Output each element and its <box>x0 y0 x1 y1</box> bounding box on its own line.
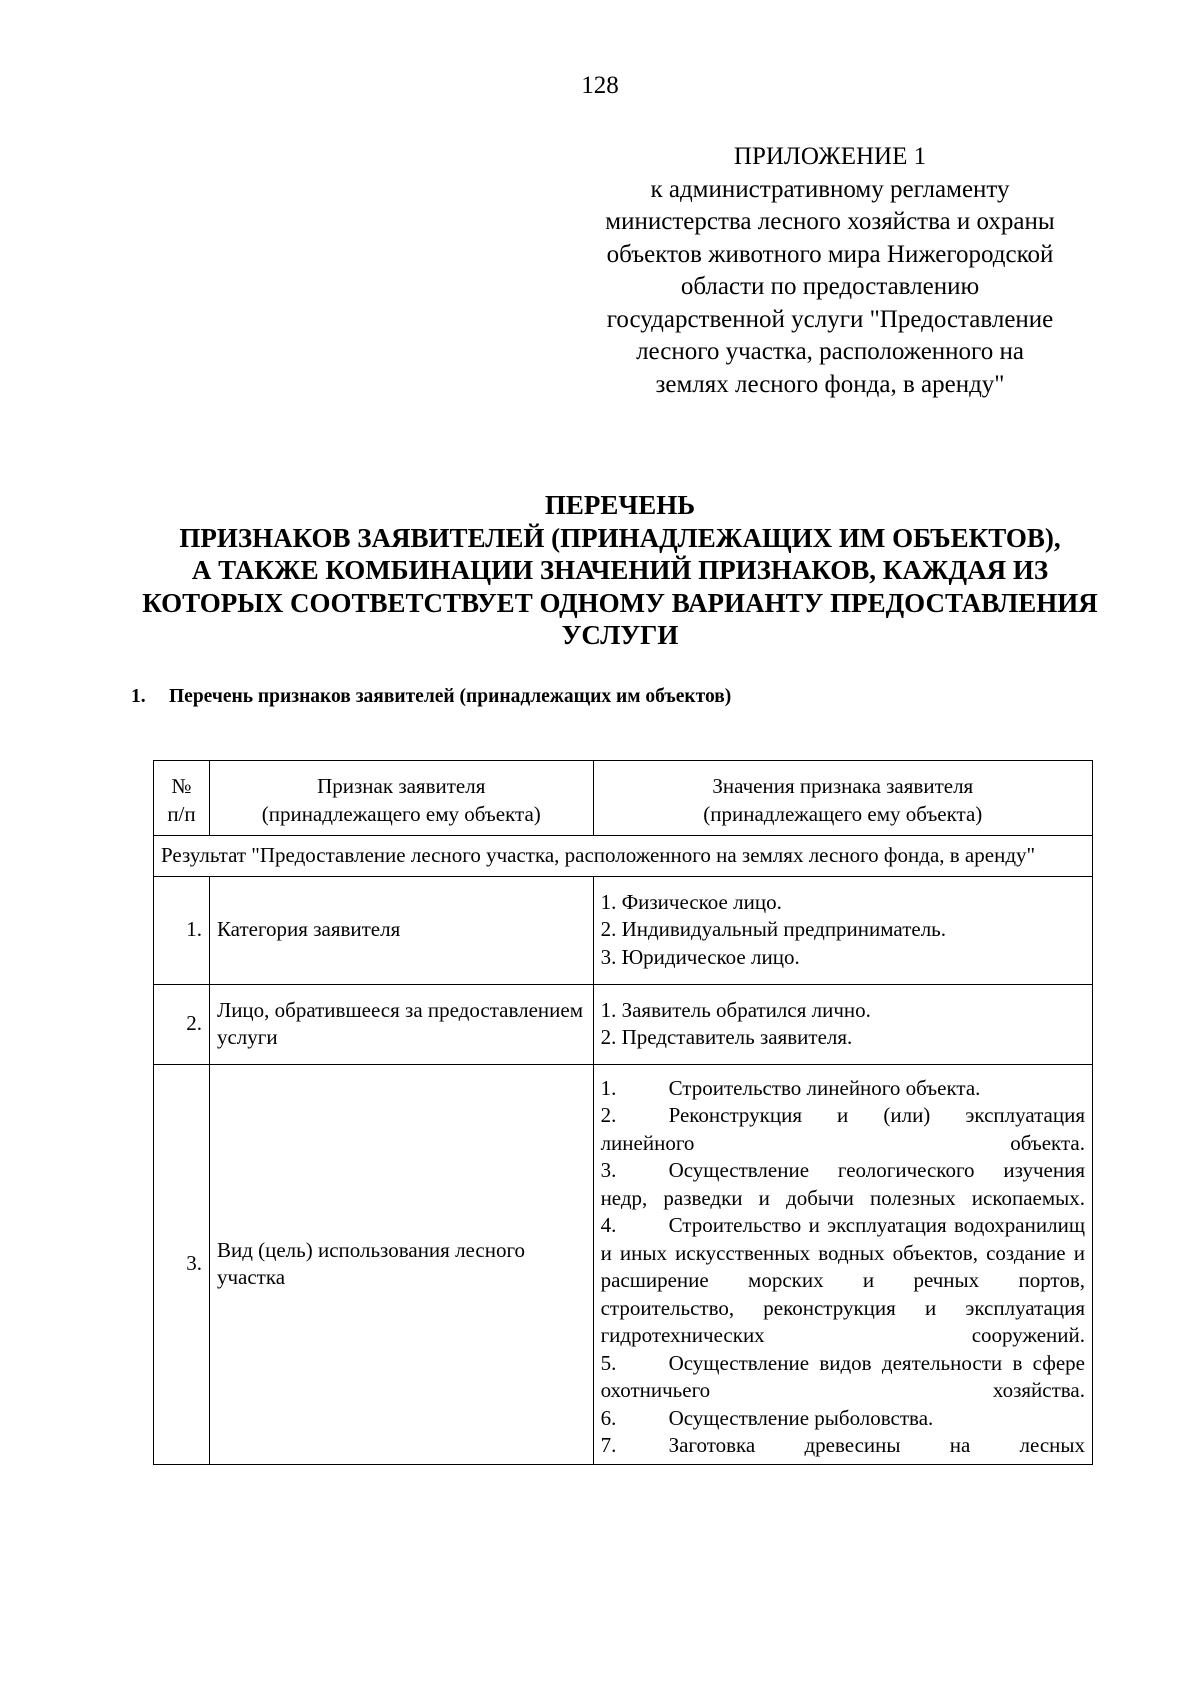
row-number: 3. <box>154 1064 210 1464</box>
row-number: 2. <box>154 984 210 1064</box>
result-row <box>154 836 1093 877</box>
list-item: 7. Заготовка древесины на лесных <box>600 1433 1085 1457</box>
document-title <box>105 489 1135 652</box>
row-values: 1. Физическое лицо. 2. Индивидуальный предприниматель. 3. Юридическое лицо. <box>593 876 1092 984</box>
list-item: 6. Осуществление рыболовства. <box>600 1405 934 1430</box>
title-line: КОТОРЫХ СООТВЕТСТВУЕТ ОДНОМУ ВАРИАНТУ ПРЕДОСТАВЛЕНИЯ <box>142 587 1098 618</box>
appendix-line: к административному регламенту <box>650 175 1010 203</box>
appendix-line: государственной услуги "Предоставление <box>606 305 1054 333</box>
appendix-line: объектов животного мира Нижегородской <box>606 240 1054 268</box>
row-number: 1. <box>154 876 210 984</box>
appendix-line: лесного участка, расположенного на <box>636 338 1024 365</box>
table-header-row <box>154 761 1093 836</box>
title-line: А ТАКЖЕ КОМБИНАЦИИ ЗНАЧЕНИЙ ПРИЗНАКОВ, КАЖДАЯ ИЗ <box>191 555 1049 585</box>
appendix-line: землях лесного фонда, в аренду" <box>655 370 1005 398</box>
header-num: № п/п <box>154 761 210 836</box>
list-item: 4. Строительство и эксплуатация водохранилищ и иных искусственных водных объектов, создание и расширение морских и речных портов, строительство, реконструкция и эксплуатация гидротехнических сооружений. <box>600 1213 1085 1347</box>
appendix-block <box>595 141 1065 401</box>
list-item: 5. Осуществление видов деятельности в сфере охотничьего хозяйства. <box>600 1350 1085 1402</box>
section-text: Перечень признаков заявителей (принадлежащих им объектов) <box>169 686 732 707</box>
title-line: ПРИЗНАКОВ ЗАЯВИТЕЛЕЙ (ПРИНАДЛЕЖАЩИХ ИМ ОБЪЕКТОВ), <box>179 522 1061 553</box>
title-line: ПЕРЕЧЕНЬ <box>544 490 696 520</box>
result-cell: Результат "Предоставление лесного участка, расположенного на землях лесного фонда, в аренду" <box>154 836 1093 877</box>
title-line: УСЛУГИ <box>561 620 679 650</box>
appendix-line: министерства лесного хозяйства и охраны <box>605 208 1055 235</box>
section-heading <box>131 686 731 708</box>
appendix-line: области по предоставлению <box>680 273 980 300</box>
list-item: 3. Осуществление геологического изучения недр, разведки и добычи полезных ископаемых. <box>600 1158 1085 1210</box>
row-criterion: Вид (цель) использования лесного участка <box>209 1064 593 1464</box>
header-values: Значения признака заявителя (принадлежащего ему объекта) <box>593 761 1092 836</box>
appendix-title: ПРИЛОЖЕНИЕ 1 <box>733 143 927 170</box>
table-row <box>154 1064 1093 1464</box>
row-criterion: Категория заявителя <box>209 876 593 984</box>
row-values <box>593 1064 1092 1464</box>
section-number: 1. <box>131 686 146 707</box>
criteria-table <box>153 760 1093 1465</box>
table-row <box>154 876 1093 984</box>
header-criterion: Признак заявителя (принадлежащего ему объекта) <box>209 761 593 836</box>
list-item: 2. Реконструкция и (или) эксплуатация линейного объекта. <box>600 1103 1085 1155</box>
page-number: 128 <box>581 72 619 99</box>
table-row <box>154 984 1093 1064</box>
row-values: 1. Заявитель обратился лично. 2. Представитель заявителя. <box>593 984 1092 1064</box>
row-criterion: Лицо, обратившееся за предоставлением услуги <box>209 984 593 1064</box>
list-item: 1. Строительство линейного объекта. <box>600 1075 981 1100</box>
